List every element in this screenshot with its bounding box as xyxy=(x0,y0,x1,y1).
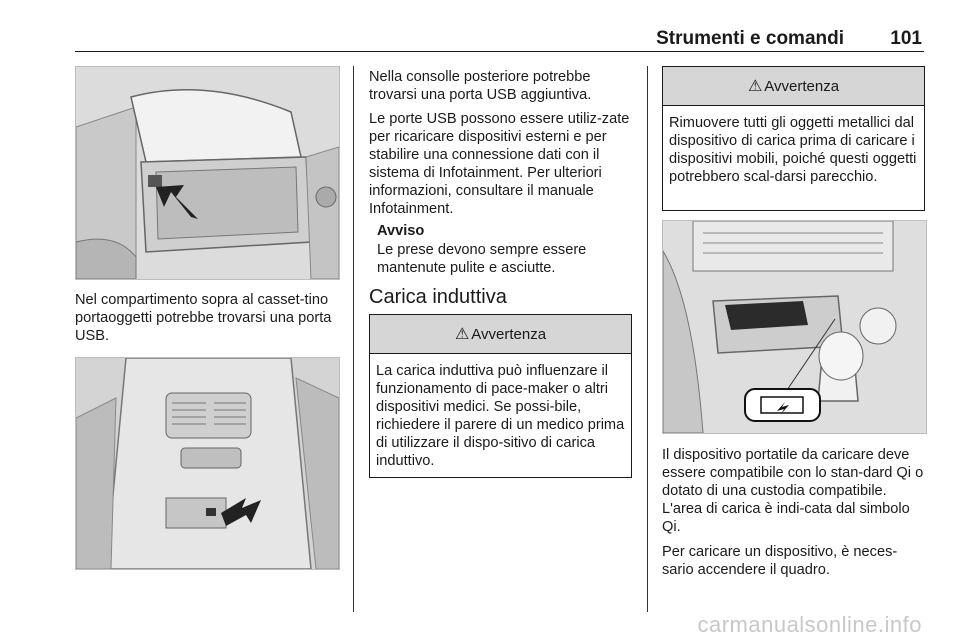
paragraph-qi-compatibility: Il dispositivo portatile da caricare deve essere compatibile con lo stan-dard Qi o dotato di una custodia compatibile. L'area di carica è indi-cata dal simbolo Qi. xyxy=(662,447,924,535)
warning-title: Avvertenza xyxy=(471,325,547,343)
warning-header xyxy=(370,315,631,354)
section-header-title: Strumenti e comandi xyxy=(656,28,844,49)
figure-rear-console-usb xyxy=(75,357,340,570)
warning-triangle-icon: ⚠ xyxy=(747,78,763,95)
page-number: 101 xyxy=(890,28,922,49)
notice-title: Avviso xyxy=(377,223,425,239)
column-divider-right xyxy=(647,66,648,612)
paragraph-ignition-on: Per caricare un dispositivo, è neces-sario accendere il quadro. xyxy=(662,544,898,578)
paragraph-usb-usage: Le porte USB possono essere utiliz-zate per ricaricare dispositivi esterni e per stabilire una connessione dati con il sistema di Infotainment. Per ulteriori informazioni, consultare il manuale Infotainment. xyxy=(369,111,630,217)
notice-body: Le prese devono sempre essere mantenute pulite e asciutte. xyxy=(377,242,587,276)
figure-glovebox-usb xyxy=(75,66,340,280)
warning-body: La carica induttiva può influenzare il funzionamento di pace-maker o altri dispositivi medici. Se possi-bile, richiedere il parere di un medico prima di utilizzare il dispo-sitivo di carica induttivo. xyxy=(376,363,625,469)
charging-pad-illustration-icon xyxy=(663,221,926,433)
warning-header xyxy=(663,67,924,106)
header-rule xyxy=(75,51,924,52)
column-divider-left xyxy=(353,66,354,612)
section-heading-inductive-charging: Carica induttiva xyxy=(369,286,507,308)
warning-box-metal-objects xyxy=(662,66,925,211)
watermark: carmanualsonline.info xyxy=(697,612,922,637)
warning-box-pacemaker xyxy=(369,314,632,478)
warning-triangle-icon: ⚠ xyxy=(454,326,470,343)
warning-title: Avvertenza xyxy=(764,77,840,95)
figure-inductive-charging-pad xyxy=(662,220,927,434)
warning-body: Rimuovere tutti gli oggetti metallici dal dispositivo di carica prima di caricare i dispositivi mobili, poiché questi oggetti potrebbero scal-darsi parecchio. xyxy=(669,115,917,185)
glovebox-illustration-icon xyxy=(76,67,339,279)
rear-console-illustration-icon xyxy=(76,358,339,569)
paragraph-rear-usb: Nella consolle posteriore potrebbe trovarsi una porta USB aggiuntiva. xyxy=(369,69,592,103)
caption-glovebox-usb: Nel compartimento sopra al casset-tino portaoggetti potrebbe trovarsi una porta USB. xyxy=(75,292,332,344)
page-header xyxy=(75,22,924,52)
